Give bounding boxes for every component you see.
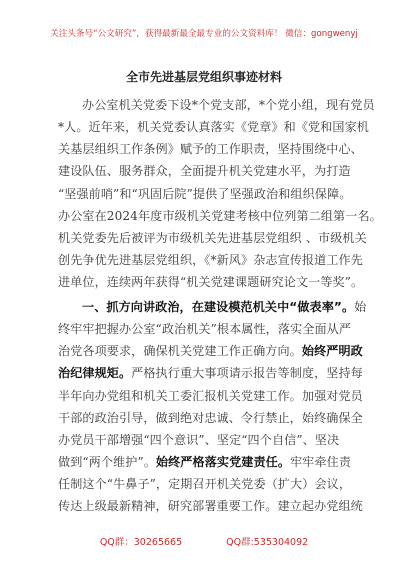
section-heading: 一、抓方向讲政治，在建设模范机关中“做表率”。 <box>82 300 355 314</box>
text-run: 任制这个“牛鼻子”，定期召开机关党委（扩大）会议， <box>58 477 352 492</box>
text-line: 办公室机关党委下设*个党支部，*个党小组，现有党员 <box>82 98 375 112</box>
paragraph-intro <box>58 94 382 293</box>
text-run: 牢牢牵住责 <box>290 455 352 470</box>
text-line: 办公室在2024年度市级机关党建考核中位列第二组第一名。 <box>58 208 382 223</box>
header-promo: 关注头条号“公文研究”，获得最新最全最专业的公文资料库！ 微信：gongwenyj <box>50 29 358 39</box>
bold-run: 始终严明政 <box>301 344 363 359</box>
text-line: 创先争优先进基层党组织，《*新风》杂志宣传报道工作先 <box>58 253 363 268</box>
text-run: 干部的政治引导，做到绝对忠诚、令行禁止，始终确保全 <box>58 410 363 425</box>
text-line <box>58 340 363 362</box>
text-line: *人。近年来，机关党委认真落实《党章》和《党和国家机 <box>58 120 369 135</box>
bold-run: 始终严格落实党建责任。 <box>155 455 291 470</box>
footer-qq <box>0 534 408 548</box>
text-line <box>58 451 354 473</box>
text-line <box>58 495 363 517</box>
text-line: “坚强前哨”和“巩固后院”提供了坚强政治和组织保障。 <box>58 186 352 201</box>
bold-run: 治纪律规矩。 <box>58 366 132 381</box>
text-line <box>58 407 363 429</box>
text-line <box>58 473 354 495</box>
heading-tail: 始 <box>354 300 367 314</box>
text-run: 传达上级最新精神，研究部署重要工作。建立起办党组统 <box>58 499 363 514</box>
text-run: 办党员干部增强“四个意识”、坚定“四个自信”、坚决 <box>58 432 340 447</box>
text-line <box>58 362 363 384</box>
footer-qq-group-2: QQ群:535304092 <box>226 537 309 548</box>
text-line <box>58 318 354 340</box>
text-run: 半年向办党组和机关工委汇报机关党建工作。加强对党员 <box>58 388 363 403</box>
text-line: 进单位，连续两年获得“机关党建课题研究论文一等奖”。 <box>58 275 364 290</box>
text-run: 终牢牢把握办公室“政治机关”根本属性，落实全面从严 <box>58 322 352 337</box>
document-title: 全市先进基层党组织事迹材料 <box>125 70 282 84</box>
text-line: 机关党委先后被评为市级机关先进基层党组织 、市级机关 <box>58 230 367 245</box>
footer-qq-group-1: QQ群：30265665 <box>99 537 183 548</box>
text-line: 建设队伍、服务群众，全面提升机关党建水平，为打造 <box>58 164 351 179</box>
section-heading-line <box>58 296 367 318</box>
text-run: 做到“两个维护”。 <box>58 455 156 470</box>
text-line: 关基层组织工作条例》赋予的工作职责，坚持围绕中心、 <box>58 142 363 157</box>
text-line <box>58 385 363 407</box>
text-line <box>58 429 354 451</box>
text-run: 治党各项要求，确保机关党建工作正确方向。 <box>58 344 302 359</box>
text-run: 严格执行重大事项请示报告等制度，坚持每 <box>131 366 363 381</box>
paragraph-section-one <box>58 296 367 518</box>
